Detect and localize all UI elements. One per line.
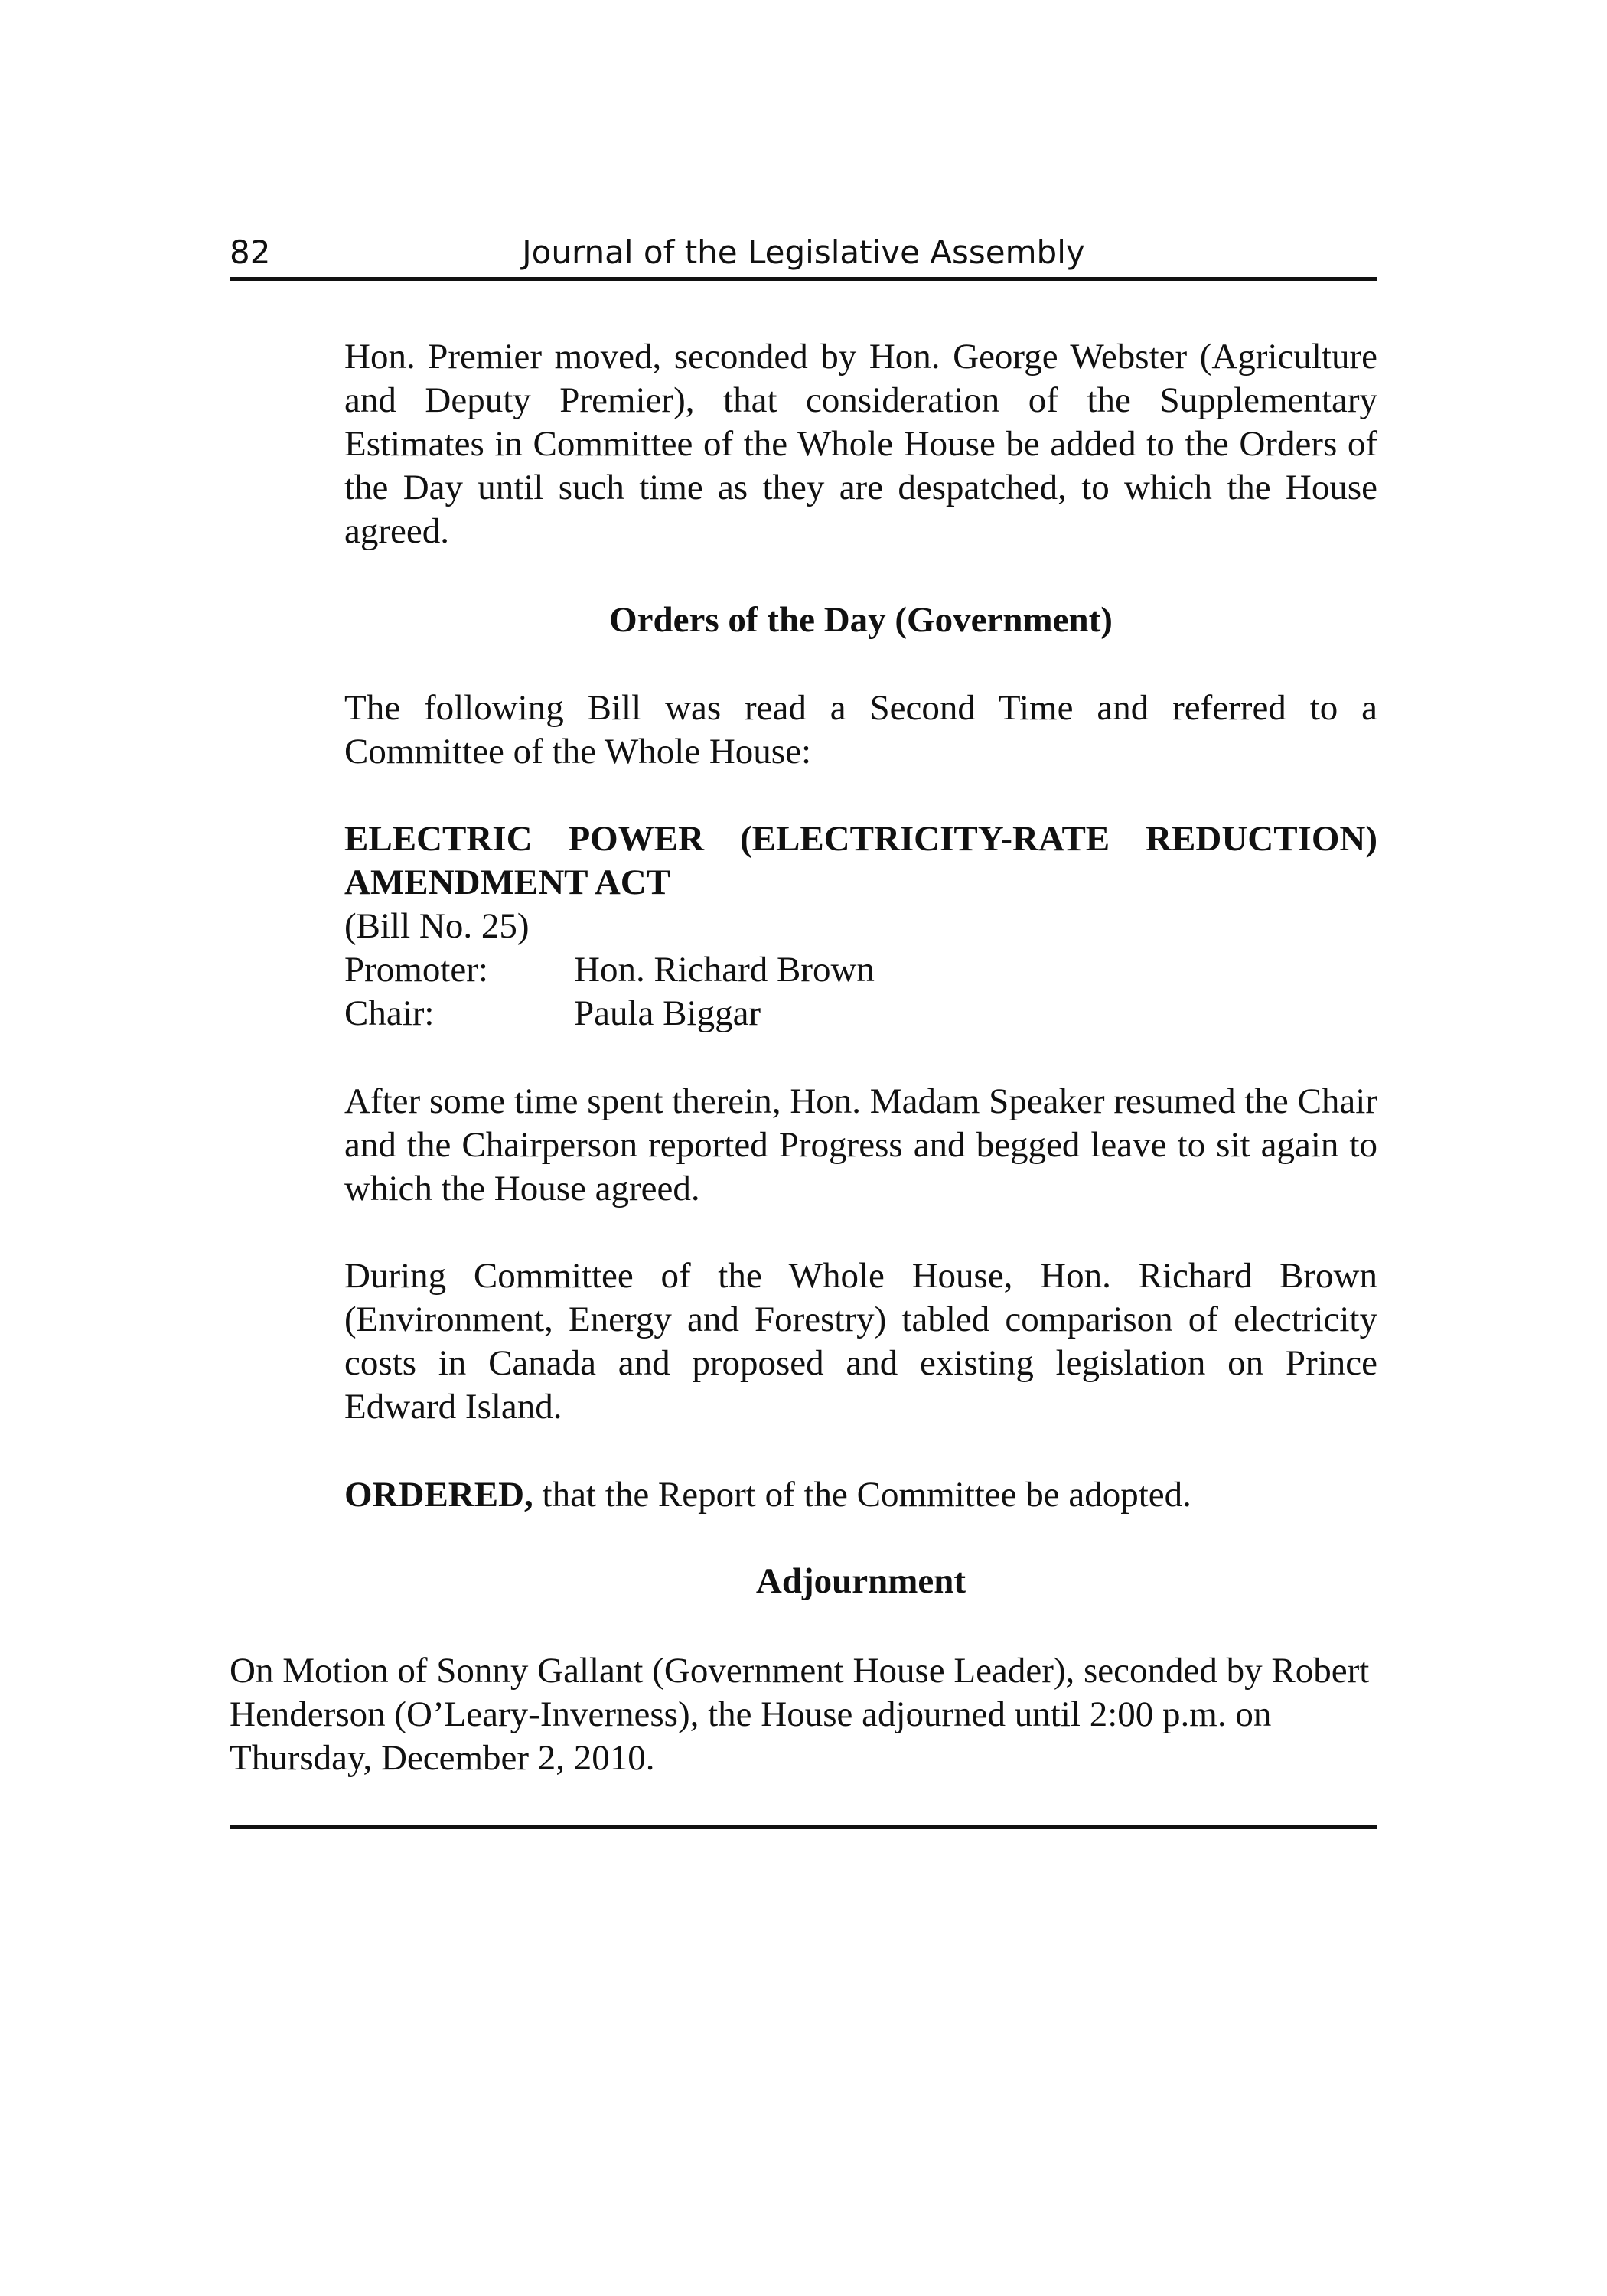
chair-label: Chair: [344, 993, 435, 1033]
adjournment-heading: Adjournment [755, 1561, 966, 1601]
bill-number: (Bill No. 25) [344, 906, 530, 946]
running-title: Journal of the Legislative Assembly [522, 233, 1085, 271]
orders-heading: Orders of the Day (Government) [609, 600, 1113, 640]
second-reading-paragraph: The following Bill was read a Second Time and referred to a Committee of the Whole House: [344, 688, 1377, 771]
page-header [230, 230, 1377, 281]
tabled-paragraph: During Committee of the Whole House, Hon. Richard Brown (Environment, Energy and Forestry) tabled comparison of electricity costs in Canada and proposed and existing legislation on Prince Edward Island. [344, 1256, 1377, 1427]
bill-block [344, 817, 1377, 1035]
progress-paragraph: After some time spent therein, Hon. Madam Speaker resumed the Chair and the Chairperson reported Progress and begged leave to sit again to which the House agreed. [344, 1081, 1377, 1208]
bill-title: ELECTRIC POWER (ELECTRICITY-RATE REDUCTION) AMENDMENT ACT [344, 819, 1377, 902]
page-number: 82 [230, 233, 271, 271]
motion-paragraph: Hon. Premier moved, seconded by Hon. George Webster (Agriculture and Deputy Premier), that consideration of the Supplementary Estimates in Committee of the Whole House be added to the Orders of the Day until such time as they are despatched, to which the House agreed. [344, 337, 1377, 551]
chair-value: Paula Biggar [574, 993, 761, 1033]
ordered-text: that the Report of the Committee be adopted. [533, 1475, 1191, 1515]
promoter-value: Hon. Richard Brown [574, 950, 875, 990]
ordered-paragraph [344, 1473, 1377, 1517]
adjournment-paragraph: On Motion of Sonny Gallant (Government House Leader), seconded by Robert Henderson (O’Leary-Inverness), the House adjourned until 2:00 p.m. on Thursday, December 2, 2010. [230, 1651, 1370, 1778]
promoter-label: Promoter: [344, 950, 488, 990]
promoter-row [344, 948, 1377, 992]
ordered-keyword: ORDERED, [344, 1475, 533, 1515]
bottom-rule [230, 1825, 1377, 1829]
chair-row [344, 992, 1377, 1035]
